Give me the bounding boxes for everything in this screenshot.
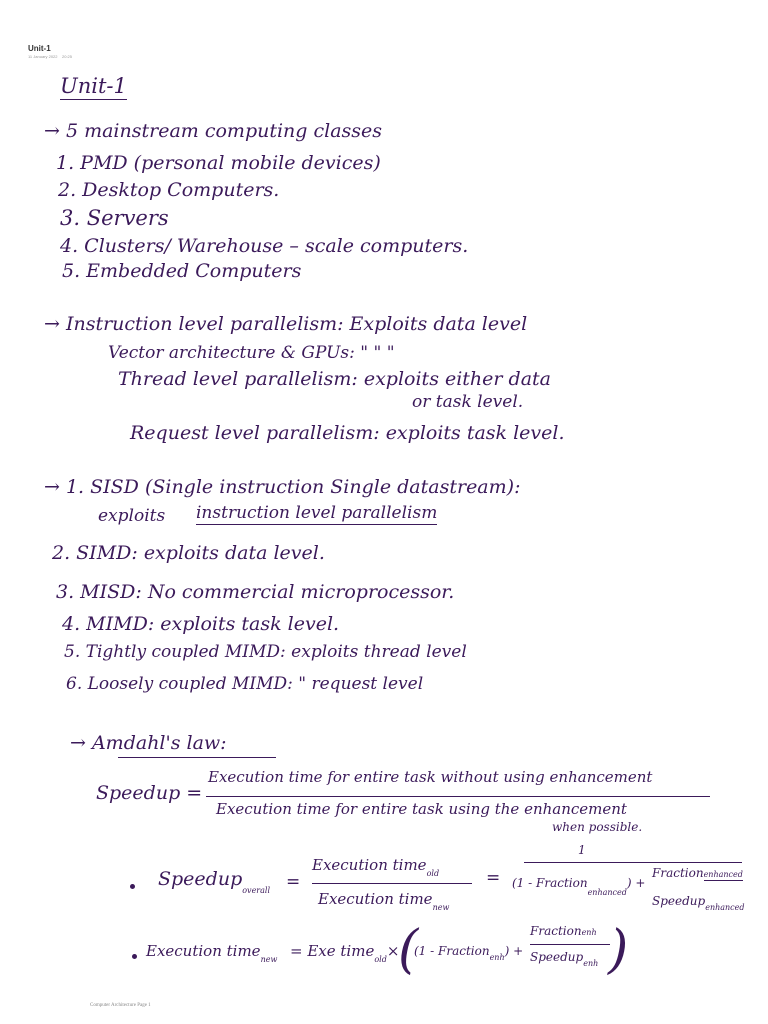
- parallelism-rlp: Request level parallelism: exploits task level.: [130, 422, 565, 444]
- speedup-enhanced: [652, 894, 745, 912]
- plus-sign: ) +: [626, 876, 646, 890]
- speedup-enhanced-sub: enhanced: [705, 903, 745, 912]
- classes-item-5: 5. Embedded Computers: [62, 260, 302, 282]
- page-header-title: Unit-1: [28, 44, 51, 53]
- classes-item-1: 1. PMD (personal mobile devices): [56, 152, 381, 174]
- classes-item-3: 3. Servers: [60, 206, 169, 230]
- exe-time-word: = Exe time: [290, 942, 375, 960]
- flynn-tight: 5. Tightly coupled MIMD: exploits thread level: [64, 642, 467, 662]
- et-old-sub: old: [426, 869, 440, 878]
- speedup-label: Speedup =: [96, 782, 203, 804]
- et-new-line: [146, 942, 277, 964]
- et-new-word: Execution time: [318, 890, 433, 908]
- parallelism-tlp-cont: or task level.: [412, 392, 524, 412]
- flynn-simd: 2. SIMD: exploits data level.: [52, 542, 325, 564]
- frac-enhanced-sub: enhanced: [703, 870, 743, 879]
- overall-speedup-word: Speedup: [158, 868, 243, 890]
- speedup-denominator: Execution time for entire task using the enhancement: [216, 800, 627, 818]
- one-minus-fraction-2: [414, 944, 523, 962]
- flynn-sisd: → 1. SISD (Single instruction Single datastream):: [44, 476, 521, 498]
- overall-speedup: [158, 868, 270, 895]
- one-minus-word: (1 - Fraction: [512, 876, 588, 890]
- parallelism-vector: Vector architecture & GPUs: " " ": [108, 343, 395, 363]
- speedup-numerator: Execution time for entire task without using enhancement: [208, 768, 653, 786]
- exe-time-sub: old: [374, 955, 387, 964]
- big-fraction-one: 1: [578, 843, 586, 857]
- classes-heading: → 5 mainstream computing classes: [44, 120, 383, 142]
- one-minus-sub: enhanced: [587, 888, 627, 897]
- overall-eq: =: [286, 872, 301, 892]
- speedup-denominator-cont: when possible.: [552, 820, 643, 834]
- flynn-sisd-underlined: instruction level parallelism: [196, 503, 438, 523]
- flynn-sisd-prefix: exploits: [98, 506, 166, 526]
- speedup-enhanced-word: Speedup: [652, 894, 706, 908]
- bullet-dot: [130, 884, 135, 889]
- frac-enh-num-word: Fraction: [530, 924, 582, 938]
- classes-item-2: 2. Desktop Computers.: [58, 179, 280, 201]
- overall-eq-2: =: [486, 868, 501, 888]
- frac-enhanced: [652, 866, 743, 880]
- et-old-word: Execution time: [312, 856, 427, 874]
- one-minus-sub-2: enh: [489, 953, 505, 962]
- frac-enh-num: [530, 924, 597, 938]
- et-new-label-sub: new: [260, 955, 278, 964]
- plus-sign-2: ) +: [504, 944, 524, 958]
- frac-enhanced-word: Fraction: [652, 866, 704, 880]
- speedup-enh-den: [530, 950, 598, 968]
- et-fraction-bar: [312, 883, 472, 884]
- speedup-enh-den-sub: enh: [583, 959, 599, 968]
- et-new-label: Execution time: [146, 942, 261, 960]
- one-minus-fraction: [512, 876, 645, 897]
- page-footer: Computer Architecture Page 1: [90, 1003, 151, 1008]
- page-header-time: 20:25: [62, 54, 73, 59]
- left-paren: (: [398, 920, 419, 980]
- times-sign: ×: [386, 942, 400, 960]
- overall-sub: overall: [242, 886, 271, 895]
- speedup-fraction-bar: [206, 796, 710, 797]
- flynn-mimd: 4. MIMD: exploits task level.: [62, 613, 340, 635]
- et-new-sub: new: [432, 903, 450, 912]
- amdahl-heading-underline: [118, 757, 276, 758]
- flynn-misd: 3. MISD: No commercial microprocessor.: [56, 581, 455, 603]
- parallelism-ilp: → Instruction level parallelism: Exploits data level: [44, 313, 528, 335]
- notes-title: Unit-1: [60, 74, 127, 98]
- right-paren: ): [608, 920, 629, 980]
- amdahl-heading: → Amdahl's law:: [70, 732, 227, 754]
- parallelism-tlp: Thread level parallelism: exploits either data: [118, 368, 551, 390]
- et-new-denominator: [318, 890, 449, 912]
- frac-enh-num-sub: enh: [581, 928, 597, 937]
- page-header-date: 11 January 2022: [28, 54, 58, 59]
- one-minus-word-2: (1 - Fraction: [414, 944, 490, 958]
- et-old-numerator: [312, 856, 439, 878]
- big-fraction-bar: [524, 862, 742, 863]
- classes-item-4: 4. Clusters/ Warehouse – scale computers.: [60, 235, 469, 257]
- flynn-loose: 6. Loosely coupled MIMD: " request level: [66, 674, 424, 694]
- bullet-dot-2: [132, 954, 137, 959]
- exe-time-old: [290, 942, 399, 964]
- speedup-enh-den-word: Speedup: [530, 950, 584, 964]
- frac-enh-bar: [530, 944, 610, 945]
